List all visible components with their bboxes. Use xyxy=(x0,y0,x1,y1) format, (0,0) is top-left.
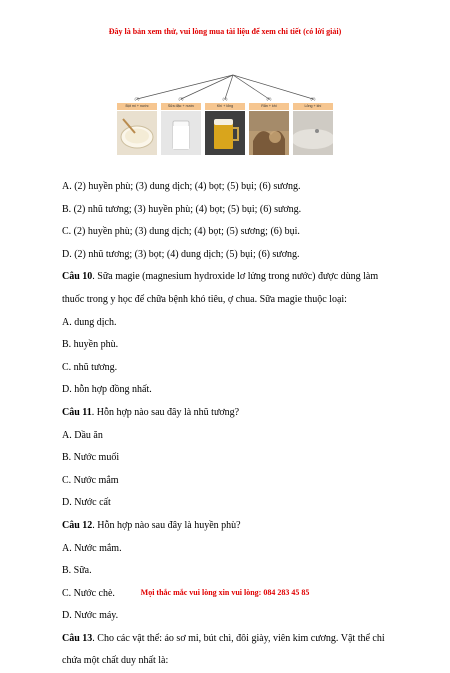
option: B. Sữa. xyxy=(62,565,92,577)
mixtures-figure xyxy=(117,72,332,164)
tile-number: (3) xyxy=(178,96,184,101)
tile-caption: Khí + lỏng xyxy=(205,103,245,110)
tile-number: (5) xyxy=(266,96,272,101)
beer-mug-image xyxy=(205,111,245,155)
question-12: Câu 12. Hỗn hợp nào sau đây là huyền phù? xyxy=(62,519,241,531)
text-line: B. (2) nhũ tương; (3) huyền phù; (4) bọt; (5) bụi; (6) sương. xyxy=(62,203,302,215)
question-11: Câu 11. Hỗn hợp nào sau đây là nhũ tương? xyxy=(62,406,240,418)
text-line: C. (2) huyền phù; (3) dung dịch; (4) bọt; (5) sương; (6) bụi. xyxy=(62,226,300,238)
option: B. Nước muối xyxy=(62,452,120,464)
flour-bowl-image xyxy=(117,111,157,155)
milk-glass-image xyxy=(161,111,201,155)
tile-number: (6) xyxy=(310,96,316,101)
option: D. Nước máy. xyxy=(62,610,119,622)
tile-caption: Lỏng + khí xyxy=(293,103,333,110)
text-line: thuốc trong y học để chữa bệnh khó tiêu, ợ chua. Sữa magie thuộc loại: xyxy=(62,293,347,305)
option: A. Dầu ăn xyxy=(62,429,103,441)
tile-flour-water xyxy=(117,98,157,160)
question-label: Câu 10 xyxy=(62,271,93,283)
tile-caption: Rắn + khí xyxy=(249,103,289,110)
option: D. Nước cất xyxy=(62,497,111,509)
tile-liquid-gas xyxy=(293,98,333,160)
question-label: Câu 11 xyxy=(62,406,92,418)
contact-footer: Mọi thắc mắc vui lòng xin vui lòng: 084 283 45 85 xyxy=(140,588,310,597)
option: C. nhũ tương. xyxy=(62,361,118,373)
question-text xyxy=(62,176,402,673)
tile-caption: Bột mì + nước xyxy=(117,103,157,110)
preview-notice-header: Đây là bản xem thử, vui lòng mua tài liệu để xem chi tiết (có lời giải) xyxy=(108,27,342,36)
text-line: chứa một chất duy nhất là: xyxy=(62,655,169,667)
option: D. hỗn hợp đồng nhất. xyxy=(62,384,152,396)
text-line: A. (2) huyền phù; (3) dung dịch; (4) bọt; (5) bụi; (6) sương. xyxy=(62,181,301,192)
tile-number: (2) xyxy=(134,96,140,101)
option: B. huyền phù. xyxy=(62,339,119,351)
option: A. Nước mắm. xyxy=(62,542,122,554)
option: A. dung dịch. xyxy=(62,316,117,328)
tile-gas-liquid xyxy=(205,98,245,160)
tile-condensed-milk xyxy=(161,98,201,160)
question-10: Câu 10. Sữa magie (magnesium hydroxide lơ lửng trong nước) được dùng làm xyxy=(62,271,379,283)
fog-image xyxy=(293,111,333,155)
tile-solid-gas xyxy=(249,98,289,160)
tile-caption: Sữa đặc + nước xyxy=(161,103,201,110)
option: C. Nước chè. xyxy=(62,587,115,599)
text-line: D. (2) nhũ tương; (3) bọt; (4) dung dịch; (5) bụi; (6) sương. xyxy=(62,248,300,260)
dust-storm-image xyxy=(249,111,289,155)
question-label: Câu 12 xyxy=(62,519,93,531)
option: C. Nước mắm xyxy=(62,474,119,486)
question-label: Câu 13 xyxy=(62,632,93,644)
tile-number: (4) xyxy=(222,96,228,101)
question-13: Câu 13. Cho các vật thể: áo sơ mi, bút chì, đôi giày, viên kim cương. Vật thể chỉ xyxy=(62,632,385,644)
